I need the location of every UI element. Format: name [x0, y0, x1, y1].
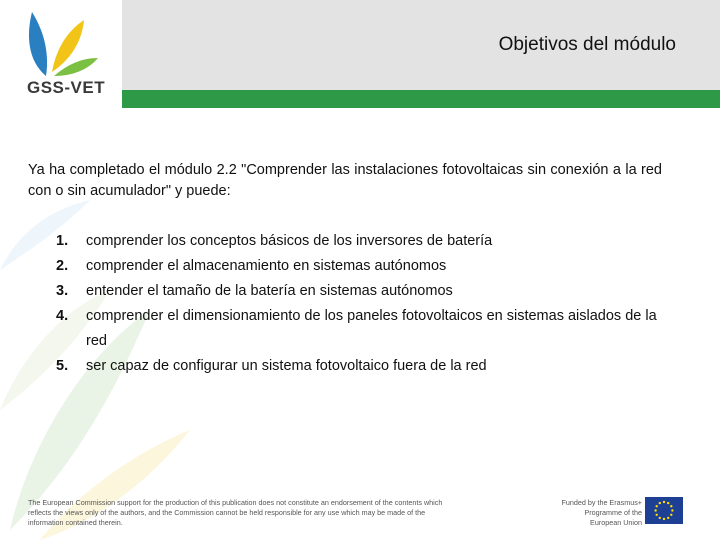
page-title: Objetivos del módulo [498, 34, 676, 55]
list-item-text: comprender el dimensionamiento de los paneles fotovoltaicos en sistemas aislados de la red [86, 308, 657, 349]
funded-by-text: Funded by the Erasmus+ Programme of the European Union [561, 498, 642, 527]
list-item [28, 279, 668, 304]
header-green-bar [122, 90, 720, 108]
list-item-text: entender el tamaño de la batería en sistemas autónomos [86, 283, 453, 299]
list-item-text: comprender el almacenamiento en sistemas autónomos [86, 258, 447, 274]
list-item-number: 1. [56, 233, 69, 249]
list-item-text: ser capaz de configurar un sistema fotovoltaico fuera de la red [86, 358, 487, 374]
footer-disclaimer: The European Commission support for the production of this publication does not constitute an endorsement of the contents which reflects the views only of the authors, and the Commission cannot be held responsible for any use which may be made of the information contained therein. [28, 498, 443, 527]
eu-flag-icon [645, 497, 683, 524]
list-item-text: comprender los conceptos básicos de los inversores de batería [86, 233, 493, 249]
list-item-number: 4. [56, 308, 69, 324]
list-item-number: 2. [56, 258, 69, 274]
list-item [28, 304, 668, 354]
logo-text: GSS-VET [27, 78, 106, 97]
list-item [28, 354, 668, 379]
objectives-list [28, 229, 668, 379]
intro-paragraph: Ya ha completado el módulo 2.2 "Comprender las instalaciones fotovoltaicas sin conexión a la red con o sin acumulador" y puede: [28, 162, 662, 199]
list-item-number: 5. [56, 358, 69, 374]
list-item-number: 3. [56, 283, 69, 299]
list-item [28, 229, 668, 254]
list-item [28, 254, 668, 279]
